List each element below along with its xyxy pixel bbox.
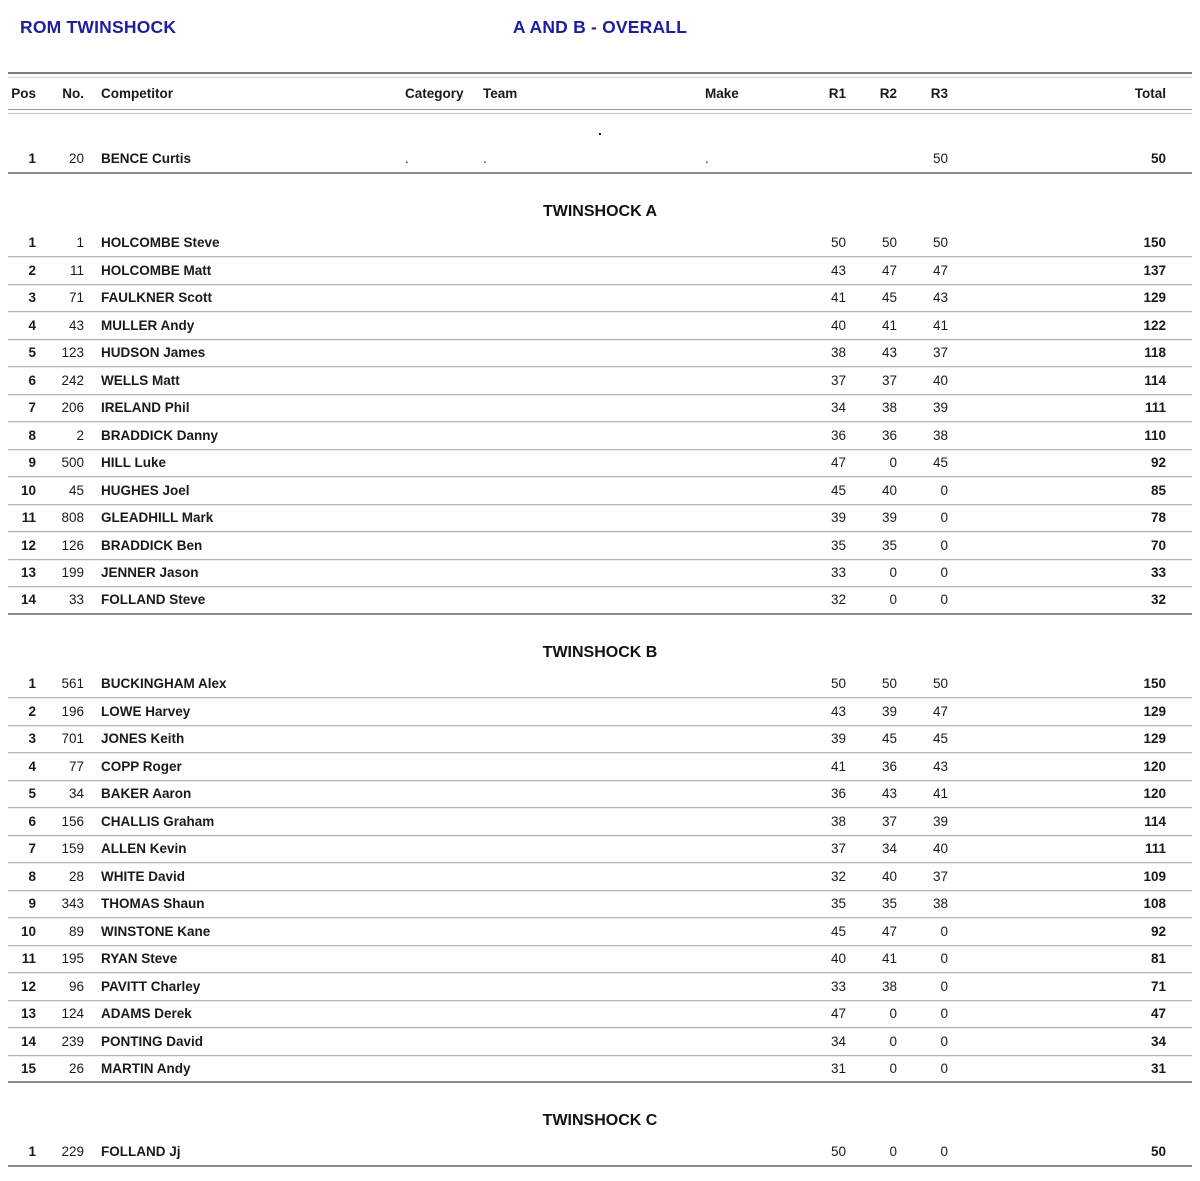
cell-total: 71 (1150, 978, 1166, 994)
cell-r1: 43 (830, 703, 846, 719)
cell-total: 150 (1143, 235, 1166, 251)
cell-total: 129 (1143, 703, 1166, 719)
section-title: TWINSHOCK A (542, 202, 658, 220)
col-header-no: No. (62, 86, 84, 101)
cell-r1: 41 (830, 758, 846, 774)
event-title: ROM TWINSHOCK (20, 17, 177, 37)
cell-r3: 50 (932, 151, 948, 167)
cell-total: 108 (1143, 896, 1166, 912)
cell-r3: 45 (932, 455, 948, 471)
cell-total: 129 (1143, 290, 1166, 306)
table-row (8, 340, 1192, 368)
table-row (8, 532, 1192, 560)
cell-r1: 40 (830, 951, 846, 967)
cell-r3: 0 (940, 510, 948, 526)
table-row (8, 781, 1192, 809)
table-sections (8, 120, 1192, 1167)
cell-pos: 12 (20, 978, 36, 994)
cell-r3: 37 (932, 345, 948, 361)
table-row (8, 836, 1192, 864)
cell-competitor: FOLLAND Jj (101, 1144, 181, 1160)
cell-competitor: COPP Roger (101, 758, 182, 774)
cell-r2: 0 (889, 592, 897, 608)
cell-no: 89 (68, 923, 84, 939)
cell-total: 32 (1150, 592, 1166, 608)
cell-r3: 0 (940, 1033, 948, 1049)
cell-no: 561 (61, 676, 84, 692)
cell-r3: 0 (940, 923, 948, 939)
cell-no: 159 (61, 841, 84, 857)
results-section (8, 202, 1192, 615)
cell-no: 229 (61, 1144, 84, 1160)
cell-pos: 3 (28, 731, 36, 747)
cell-pos: 15 (20, 1060, 36, 1076)
cell-total: 50 (1150, 1144, 1166, 1160)
cell-r3: 47 (932, 262, 948, 278)
cell-r1: 39 (830, 510, 846, 526)
col-header-team: Team (483, 86, 518, 101)
section-title: TWINSHOCK C (542, 1112, 658, 1129)
cell-pos: 8 (28, 868, 36, 884)
cell-competitor: FAULKNER Scott (101, 290, 212, 306)
section-rows (8, 1139, 1192, 1167)
cell-no: 20 (68, 151, 84, 167)
cell-r1: 45 (830, 923, 846, 939)
cell-r1: 50 (830, 1144, 846, 1160)
cell-r2: 0 (889, 1033, 897, 1049)
cell-no: 123 (61, 345, 84, 361)
table-row (8, 753, 1192, 781)
cell-no: 71 (68, 290, 84, 306)
table-row (8, 1028, 1192, 1056)
section-rows (8, 230, 1192, 615)
cell-make: . (705, 151, 709, 167)
cell-r2: 50 (881, 676, 897, 692)
cell-total: 31 (1150, 1060, 1166, 1076)
cell-r1: 31 (830, 1060, 846, 1076)
cell-r1: 34 (830, 400, 846, 416)
cell-r3: 0 (940, 1006, 948, 1022)
table-row (8, 587, 1192, 615)
col-header-total: Total (1134, 86, 1166, 101)
cell-r1: 36 (830, 786, 846, 802)
cell-r2: 41 (881, 951, 897, 967)
table-row (8, 726, 1192, 754)
cell-r3: 50 (932, 676, 948, 692)
table-header-row (8, 78, 1192, 109)
cell-no: 206 (61, 400, 84, 416)
cell-r1: 45 (830, 482, 846, 498)
cell-total: 33 (1150, 565, 1166, 581)
cell-r1: 33 (830, 565, 846, 581)
cell-r2: 35 (881, 537, 897, 553)
cell-pos: 1 (28, 151, 36, 167)
cell-competitor: FOLLAND Steve (101, 592, 206, 608)
cell-r3: 40 (932, 841, 948, 857)
results-section (8, 643, 1192, 1084)
cell-r3: 0 (940, 537, 948, 553)
cell-competitor: HUGHES Joel (101, 482, 190, 498)
cell-competitor: ALLEN Kevin (101, 841, 187, 857)
cell-pos: 2 (28, 703, 36, 719)
cell-pos: 1 (28, 1144, 36, 1160)
table-row (8, 1056, 1192, 1084)
cell-no: 195 (61, 951, 84, 967)
cell-competitor: BRADDICK Danny (101, 427, 219, 443)
table-row (8, 946, 1192, 974)
cell-r3: 0 (940, 482, 948, 498)
cell-no: 11 (69, 262, 84, 278)
cell-no: 34 (68, 786, 84, 802)
table-row (8, 973, 1192, 1001)
cell-competitor: HOLCOMBE Matt (101, 262, 212, 278)
cell-pos: 1 (28, 676, 36, 692)
cell-r2: 38 (881, 978, 897, 994)
cell-r2: 47 (881, 923, 897, 939)
cell-r2: 40 (881, 482, 897, 498)
cell-no: 701 (61, 731, 84, 747)
cell-r2: 37 (881, 813, 897, 829)
cell-r3: 0 (940, 978, 948, 994)
cell-r2: 50 (881, 235, 897, 251)
cell-pos: 5 (28, 345, 36, 361)
report-title: A AND B - OVERALL (512, 17, 688, 37)
cell-pos: 11 (21, 510, 36, 526)
cell-r3: 50 (932, 235, 948, 251)
cell-total: 111 (1144, 400, 1166, 416)
cell-pos: 10 (20, 482, 36, 498)
cell-r2: 0 (889, 455, 897, 471)
cell-competitor: RYAN Steve (101, 951, 178, 967)
results-section (8, 1111, 1192, 1167)
cell-r2: 0 (889, 1060, 897, 1076)
cell-competitor: CHALLIS Graham (101, 813, 215, 829)
col-header-r3: R3 (930, 86, 948, 101)
cell-competitor: HILL Luke (101, 455, 167, 471)
header-bottom-divider (8, 109, 1192, 114)
cell-r2: 0 (889, 1144, 897, 1160)
cell-no: 126 (61, 537, 84, 553)
title-bar (8, 17, 1192, 39)
cell-pos: 4 (28, 317, 36, 333)
cell-total: 110 (1144, 427, 1166, 443)
table-row (8, 505, 1192, 533)
cell-total: 122 (1143, 317, 1166, 333)
cell-no: 239 (61, 1033, 84, 1049)
cell-no: 96 (68, 978, 84, 994)
section-rows (8, 146, 1192, 174)
cell-r2: 39 (881, 703, 897, 719)
cell-r1: 40 (830, 317, 846, 333)
cell-pos: 11 (21, 951, 36, 967)
cell-total: 129 (1143, 731, 1166, 747)
cell-pos: 10 (20, 923, 36, 939)
cell-pos: 3 (28, 290, 36, 306)
cell-r1: 50 (830, 235, 846, 251)
cell-r2: 34 (881, 841, 897, 857)
cell-total: 85 (1150, 482, 1166, 498)
cell-r3: 0 (940, 1060, 948, 1076)
cell-pos: 4 (28, 758, 36, 774)
section-title: TWINSHOCK B (542, 643, 658, 661)
table-row (8, 395, 1192, 423)
cell-pos: 12 (20, 537, 36, 553)
cell-no: 199 (61, 565, 84, 581)
table-row (8, 891, 1192, 919)
cell-r1: 36 (830, 427, 846, 443)
table-row (8, 450, 1192, 478)
col-header-make: Make (705, 86, 739, 101)
cell-pos: 9 (28, 896, 36, 912)
table-row (8, 1139, 1192, 1167)
cell-competitor: WELLS Matt (101, 372, 180, 388)
cell-competitor: ADAMS Derek (101, 1006, 192, 1022)
cell-no: 77 (68, 758, 84, 774)
cell-r1: 35 (830, 896, 846, 912)
cell-no: 26 (68, 1060, 84, 1076)
cell-r3: 38 (932, 427, 948, 443)
cell-r1: 34 (830, 1033, 846, 1049)
cell-no: 196 (61, 703, 84, 719)
cell-r2: 39 (881, 510, 897, 526)
table-row (8, 671, 1192, 699)
cell-total: 114 (1144, 813, 1166, 829)
cell-competitor: WHITE David (101, 868, 186, 884)
cell-competitor: THOMAS Shaun (101, 896, 205, 912)
cell-competitor: LOWE Harvey (101, 703, 191, 719)
cell-r3: 0 (940, 1144, 948, 1160)
cell-competitor: BRADDICK Ben (101, 537, 203, 553)
cell-competitor: HUDSON James (101, 345, 206, 361)
cell-category: . (405, 151, 409, 167)
cell-r1: 47 (830, 1006, 846, 1022)
cell-r1: 38 (830, 813, 846, 829)
cell-r2: 47 (881, 262, 897, 278)
cell-pos: 9 (28, 455, 36, 471)
col-header-category: Category (405, 86, 464, 101)
cell-competitor: GLEADHILL Mark (101, 510, 214, 526)
cell-pos: 13 (20, 1006, 36, 1022)
cell-r1: 47 (830, 455, 846, 471)
cell-pos: 2 (28, 262, 36, 278)
cell-team: . (483, 151, 487, 167)
cell-r3: 39 (932, 813, 948, 829)
table-row (8, 257, 1192, 285)
cell-total: 92 (1150, 455, 1166, 471)
cell-r2: 36 (881, 758, 897, 774)
cell-pos: 5 (28, 786, 36, 802)
cell-pos: 7 (28, 841, 36, 857)
cell-pos: 13 (20, 565, 36, 581)
cell-pos: 6 (28, 372, 36, 388)
cell-total: 114 (1144, 372, 1166, 388)
table-row (8, 312, 1192, 340)
cell-pos: 6 (28, 813, 36, 829)
cell-r1: 32 (830, 868, 846, 884)
cell-r3: 47 (932, 703, 948, 719)
cell-r3: 45 (932, 731, 948, 747)
cell-no: 2 (76, 427, 84, 443)
cell-r3: 0 (940, 951, 948, 967)
cell-r2: 0 (889, 1006, 897, 1022)
cell-competitor: MULLER Andy (101, 317, 195, 333)
cell-r1: 39 (830, 731, 846, 747)
col-header-r2: R2 (879, 86, 897, 101)
cell-r1: 37 (830, 372, 846, 388)
table-row (8, 285, 1192, 313)
cell-total: 137 (1143, 262, 1166, 278)
cell-no: 45 (68, 482, 84, 498)
cell-total: 70 (1150, 537, 1166, 553)
cell-pos: 1 (28, 235, 36, 251)
cell-competitor: HOLCOMBE Steve (101, 235, 220, 251)
cell-r2: 43 (881, 786, 897, 802)
col-header-r1: R1 (828, 86, 846, 101)
cell-competitor: BAKER Aaron (101, 786, 192, 802)
table-row (8, 146, 1192, 174)
cell-competitor: BUCKINGHAM Alex (101, 676, 227, 692)
table-row (8, 808, 1192, 836)
cell-total: 111 (1144, 841, 1166, 857)
cell-r3: 43 (932, 290, 948, 306)
cell-total: 120 (1143, 786, 1166, 802)
cell-total: 34 (1150, 1033, 1166, 1049)
cell-total: 81 (1150, 951, 1166, 967)
col-header-pos: Pos (11, 86, 36, 101)
table-row (8, 560, 1192, 588)
cell-pos: 7 (28, 400, 36, 416)
cell-no: 43 (68, 317, 84, 333)
cell-r1: 41 (830, 290, 846, 306)
cell-r1: 32 (830, 592, 846, 608)
col-header-competitor: Competitor (101, 86, 173, 101)
cell-total: 109 (1143, 868, 1166, 884)
table-row (8, 230, 1192, 258)
cell-no: 124 (61, 1006, 84, 1022)
cell-r3: 38 (932, 896, 948, 912)
section-rows (8, 671, 1192, 1084)
cell-r2: 0 (889, 565, 897, 581)
table-row (8, 698, 1192, 726)
cell-no: 500 (61, 455, 84, 471)
table-row (8, 863, 1192, 891)
cell-total: 78 (1150, 510, 1166, 526)
cell-total: 150 (1143, 676, 1166, 692)
cell-competitor: PAVITT Charley (101, 978, 201, 994)
cell-r1: 38 (830, 345, 846, 361)
cell-r2: 43 (881, 345, 897, 361)
cell-competitor: MARTIN Andy (101, 1060, 191, 1076)
cell-r3: 41 (932, 317, 948, 333)
cell-r1: 50 (830, 676, 846, 692)
cell-total: 120 (1143, 758, 1166, 774)
cell-total: 47 (1150, 1006, 1166, 1022)
results-section (8, 120, 1192, 174)
cell-no: 28 (68, 868, 84, 884)
cell-r1: 35 (830, 537, 846, 553)
cell-no: 343 (61, 896, 84, 912)
cell-r2: 37 (881, 372, 897, 388)
results-table (8, 72, 1192, 1167)
cell-no: 1 (76, 235, 84, 251)
cell-r1: 43 (830, 262, 846, 278)
cell-r2: 41 (881, 317, 897, 333)
cell-competitor: JENNER Jason (101, 565, 199, 581)
cell-competitor: BENCE Curtis (101, 151, 192, 167)
cell-no: 33 (68, 592, 84, 608)
cell-total: 50 (1150, 151, 1166, 167)
cell-pos: 14 (20, 592, 36, 608)
cell-no: 242 (61, 372, 84, 388)
cell-r3: 0 (940, 592, 948, 608)
cell-competitor: PONTING David (101, 1033, 204, 1049)
table-row (8, 918, 1192, 946)
cell-competitor: WINSTONE Kane (101, 923, 211, 939)
cell-no: 156 (61, 813, 84, 829)
cell-competitor: JONES Keith (101, 731, 185, 747)
cell-competitor: IRELAND Phil (101, 400, 190, 416)
cell-r1: 37 (830, 841, 846, 857)
cell-r3: 41 (932, 786, 948, 802)
table-row (8, 1001, 1192, 1029)
section-title: . (598, 122, 602, 138)
cell-r2: 35 (881, 896, 897, 912)
cell-total: 118 (1144, 345, 1166, 361)
cell-pos: 8 (28, 427, 36, 443)
table-row (8, 367, 1192, 395)
cell-r2: 45 (881, 290, 897, 306)
cell-r3: 40 (932, 372, 948, 388)
cell-total: 92 (1150, 923, 1166, 939)
cell-r2: 36 (881, 427, 897, 443)
cell-r2: 38 (881, 400, 897, 416)
table-row (8, 422, 1192, 450)
table-row (8, 477, 1192, 505)
cell-pos: 14 (20, 1033, 36, 1049)
cell-r1: 33 (830, 978, 846, 994)
cell-r3: 37 (932, 868, 948, 884)
cell-r3: 39 (932, 400, 948, 416)
cell-r3: 43 (932, 758, 948, 774)
cell-r3: 0 (940, 565, 948, 581)
cell-r2: 40 (881, 868, 897, 884)
cell-no: 808 (61, 510, 84, 526)
cell-r2: 45 (881, 731, 897, 747)
